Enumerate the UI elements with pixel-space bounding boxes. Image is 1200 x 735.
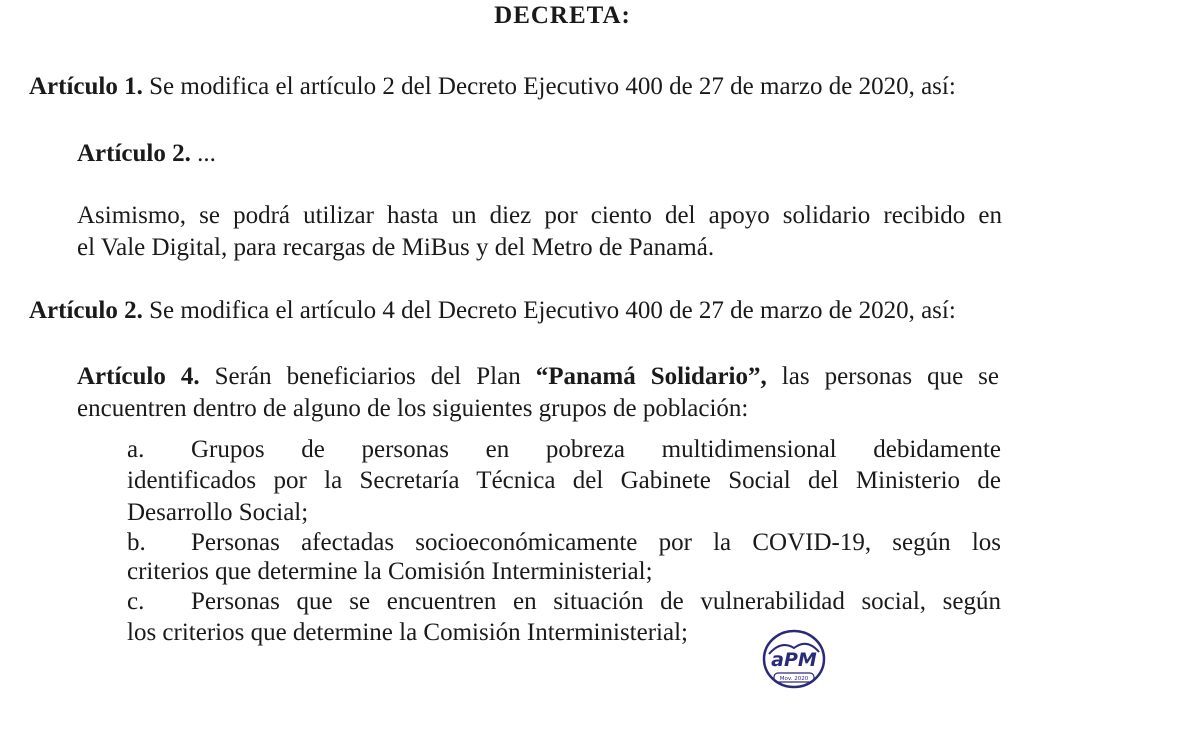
list-item-b-text-1: Personas afectadas socioeconómicamente por la COVID-19, según los — [191, 529, 1001, 556]
list-item-c-line-1 — [127, 586, 1001, 618]
article-2-text: Se modifica el artículo 4 del Decreto Ejecutivo 400 de 27 de marzo de 2020, así: — [142, 297, 956, 324]
quoted-article-4-line-2: encuentren dentro de alguno de los siguientes grupos de población: — [77, 395, 749, 422]
plan-name: “Panamá Solidario”, — [535, 363, 767, 390]
article-1-label: Artículo 1. — [29, 73, 143, 100]
list-item-c-text-1: Personas que se encuentren en situación de vulnerabilidad social, según — [191, 588, 1001, 615]
list-item-c-letter: c. — [127, 588, 145, 615]
paragraph-line-2: el Vale Digital, para recargas de MiBus y del Metro de Panamá. — [77, 234, 715, 261]
article-1-line — [29, 71, 956, 103]
seal-monogram: aPM — [771, 649, 817, 671]
article-2-label: Artículo 2. — [29, 297, 143, 324]
list-item-a-line-3: Desarrollo Social; — [127, 499, 309, 526]
list-item-c-line-2: los criterios que determine la Comisión Interministerial; — [127, 619, 688, 646]
initials-seal — [757, 626, 831, 696]
article-1-text: Se modifica el artículo 2 del Decreto Ejecutivo 400 de 27 de marzo de 2020, así: — [142, 73, 956, 100]
list-item-a-line-2: identificados por la Secretaría Técnica del Gabinete Social del Ministerio de — [127, 467, 1001, 494]
list-item-b-letter: b. — [127, 529, 146, 556]
quoted-article-4-text-b: las personas que se — [766, 363, 1000, 390]
quoted-article-4-line-1 — [77, 361, 999, 393]
list-item-b-line-1 — [127, 527, 1001, 559]
list-item-a-line-1 — [127, 434, 1001, 466]
quoted-article-4-text-a: Serán beneficiarios del Plan — [199, 363, 536, 390]
decree-heading: DECRETA: — [494, 2, 631, 29]
quoted-article-2-text: ... — [190, 140, 216, 167]
paragraph-line-1: Asimismo, se podrá utilizar hasta un diez por ciento del apoyo solidario recibido en — [77, 202, 1002, 229]
quoted-article-2-line — [77, 138, 216, 170]
list-item-a-letter: a. — [127, 436, 145, 463]
list-item-b-line-2: criterios que determine la Comisión Interministerial; — [127, 558, 653, 585]
quoted-article-2-label: Artículo 2. — [77, 140, 191, 167]
article-2-line — [29, 295, 956, 327]
list-item-a-text-1: Grupos de personas en pobreza multidimensional debidamente — [191, 436, 1001, 463]
seal-caption: Mov. 2020 — [779, 676, 809, 682]
quoted-article-4-label: Artículo 4. — [77, 363, 200, 390]
